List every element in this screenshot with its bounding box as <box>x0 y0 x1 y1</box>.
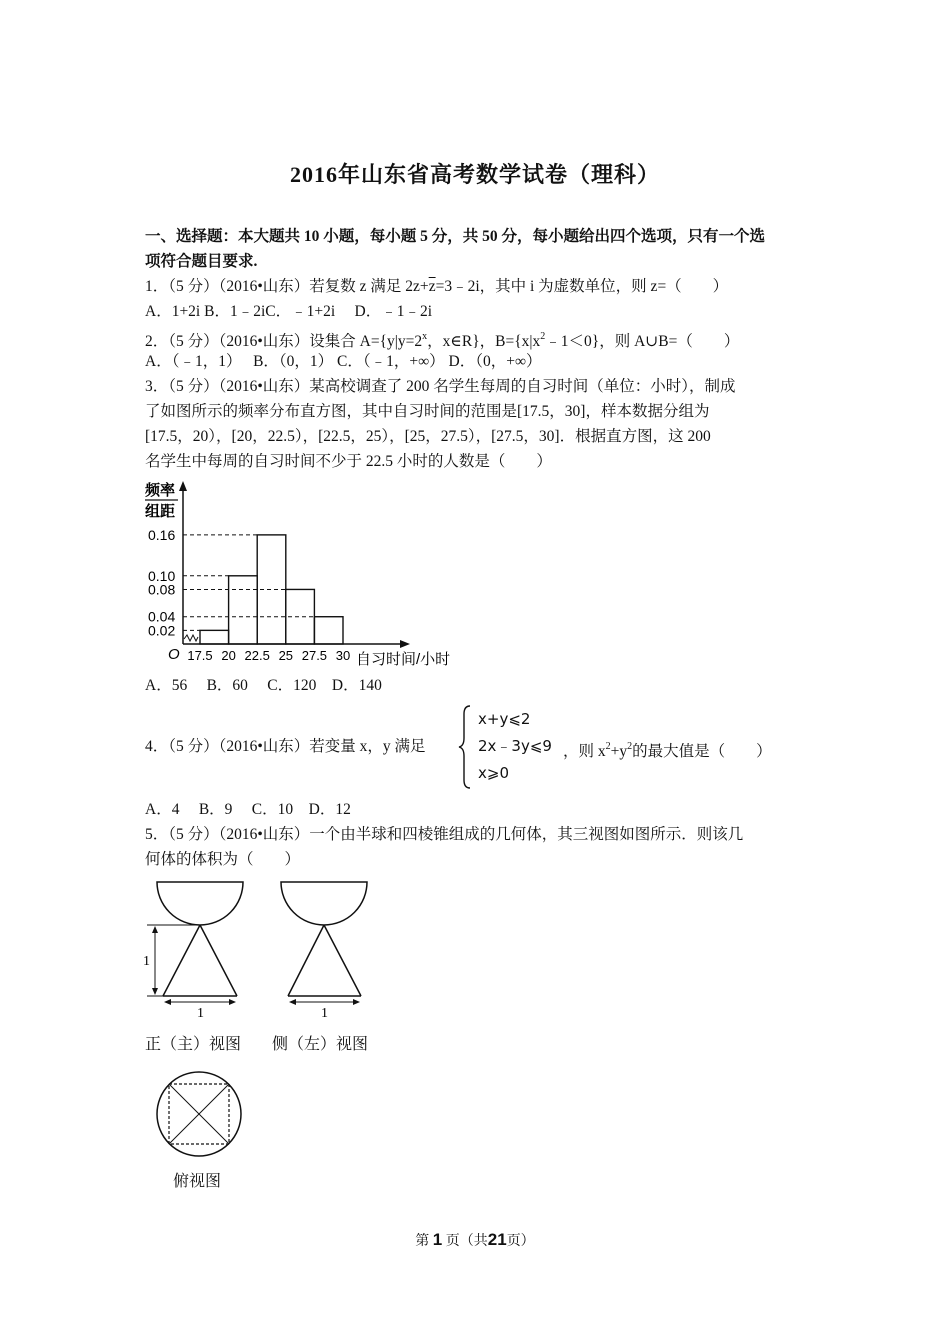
top-view-diagram <box>152 1068 247 1163</box>
x-tick-label-4: 27.5 <box>301 648 328 663</box>
footer-mid: 页（共 <box>445 1234 488 1249</box>
q4-text-c: +y <box>610 743 628 760</box>
front-pyramid-right <box>200 925 237 996</box>
q3-line-2: 了如图所示的频率分布直方图，其中自习时间的范围是[17.5，30]，样本数据分组为 <box>145 403 710 420</box>
q4-constraint-2: 2x﹣3y⩽9 <box>478 737 552 755</box>
q3-options: A．56 B．60 C．120 D．140 <box>145 677 382 694</box>
q3-line-4: 名学生中每周的自习时间不少于 22.5 小时的人数是（ ） <box>145 453 552 470</box>
side-view-label: 侧（左）视图 <box>272 1036 369 1053</box>
y-tick-label-4: 0.16 <box>148 526 176 543</box>
front-dim-arrow-up <box>152 926 158 933</box>
q4-stem-left: 4．（5 分）（2016•山东）若变量 x，y 满足 <box>145 738 426 755</box>
q1-suffix: =3﹣2i，其中 i 为虚数单位，则 z=（ ） <box>435 278 729 295</box>
y-axis-arrow <box>179 481 187 491</box>
section-heading-line1: 一、选择题：本大题共 10 小题，每小题 5 分，共 50 分，每小题给出四个选项，只有一个选 <box>145 228 766 245</box>
q4-text-b: ，则 x <box>563 743 606 760</box>
footer-total-pages: 21 <box>487 1230 507 1249</box>
front-view-diagram <box>135 876 260 1026</box>
footer-pre: 第 <box>415 1234 430 1249</box>
q2-text-a: 2．（5 分）（2016•山东）设集合 A={y|y=2 <box>145 333 423 350</box>
front-dim-height-label: 1 <box>143 954 150 969</box>
x-tick-label-5: 30 <box>335 648 351 663</box>
q1-options: A．1+2i B．1﹣2iC．﹣1+2i D．﹣1﹣2i <box>145 303 433 320</box>
q5-line-1: 5．（5 分）（2016•山东）一个由半球和四棱锥组成的几何体，其三视图如图所示．则该几 <box>145 826 744 843</box>
axis-break-mark <box>184 635 198 641</box>
side-hemisphere <box>281 882 367 925</box>
y-tick-label-2: 0.08 <box>148 581 176 598</box>
footer-page-number: 1 <box>432 1230 443 1249</box>
footer-post: 页） <box>506 1234 535 1249</box>
q3-line-3: [17.5，20），[20，22.5），[22.5，25），[25，27.5），[27.5，30]．根据直方图，这 200 <box>145 428 711 445</box>
front-dim-arrow-down <box>152 988 158 995</box>
xlabel: 自习时间/小时 <box>356 651 451 668</box>
q4-constraint-1: x+y⩽2 <box>478 710 531 728</box>
x-tick-label-3: 25 <box>278 648 294 663</box>
q2-text-b: ，x∈R}，B={x|x <box>427 333 541 350</box>
page-footer <box>0 1230 950 1250</box>
x-tick-label-1: 20 <box>221 648 236 663</box>
q4-stem-right <box>563 737 772 762</box>
y-tick-label-3: 0.10 <box>148 567 176 584</box>
histogram-bar-1 <box>229 576 258 644</box>
q2-sup-b: 2 <box>540 331 546 342</box>
front-hemisphere <box>157 882 243 925</box>
q4-options: A．4 B．9 C．10 D．12 <box>145 801 351 818</box>
front-dim-arrow-right <box>229 999 236 1005</box>
histogram-bar-0 <box>200 630 229 644</box>
side-dim-width-label: 1 <box>321 1006 328 1021</box>
ylabel-bottom: 组距 <box>145 503 176 520</box>
front-view-label: 正（主）视图 <box>145 1036 242 1053</box>
front-pyramid-left <box>163 925 200 996</box>
y-tick-label-1: 0.04 <box>148 608 176 625</box>
side-pyramid-left <box>288 925 324 996</box>
histogram-bar-4 <box>314 617 343 644</box>
q4-constraint-3: x⩾0 <box>478 764 509 782</box>
side-pyramid-right <box>324 925 361 996</box>
q4-text-d: 的最大值是（ ） <box>632 743 772 760</box>
front-dim-width-label: 1 <box>197 1006 204 1021</box>
side-dim-arrow-left <box>289 999 296 1005</box>
q1-prefix: 1．（5 分）（2016•山东）若复数 z 满足 2z+ <box>145 278 429 295</box>
x-tick-label-2: 22.5 <box>244 648 270 663</box>
q3-line-1: 3．（5 分）（2016•山东）某高校调查了 200 名学生每周的自习时间（单位：小时），制成 <box>145 378 736 395</box>
q5-line-2: 何体的体积为（ ） <box>145 851 301 868</box>
x-axis-arrow <box>400 640 410 648</box>
y-tick-label-0: 0.02 <box>148 622 176 639</box>
q4-sup2: 2 <box>627 741 633 752</box>
q1-zbar: $\overline{z}$ <box>428 278 436 295</box>
q4-sup1: 2 <box>605 741 611 752</box>
front-dim-arrow-left <box>164 999 171 1005</box>
q1-stem <box>145 277 728 297</box>
side-dim-arrow-right <box>353 999 360 1005</box>
section-heading-line2: 项符合题目要求. <box>145 253 258 270</box>
q2-text-c: ﹣1＜0}，则 A∪B=（ ） <box>545 333 740 350</box>
q2-options: A．（﹣1，1） B．（0，1） C．（﹣1，+∞） D．（0，+∞） <box>145 353 542 370</box>
q2-sup-a: x <box>422 331 428 342</box>
page-title: 2016年山东省高考数学试卷（理科） <box>289 162 660 187</box>
top-view-label: 俯视图 <box>173 1173 222 1190</box>
x-tick-label-0: 17.5 <box>187 648 213 663</box>
ylabel-top: 频率 <box>145 482 176 499</box>
origin-label: O <box>168 646 180 663</box>
histogram-chart <box>140 476 470 672</box>
side-view-diagram <box>270 876 380 1026</box>
q2-stem <box>145 327 739 352</box>
